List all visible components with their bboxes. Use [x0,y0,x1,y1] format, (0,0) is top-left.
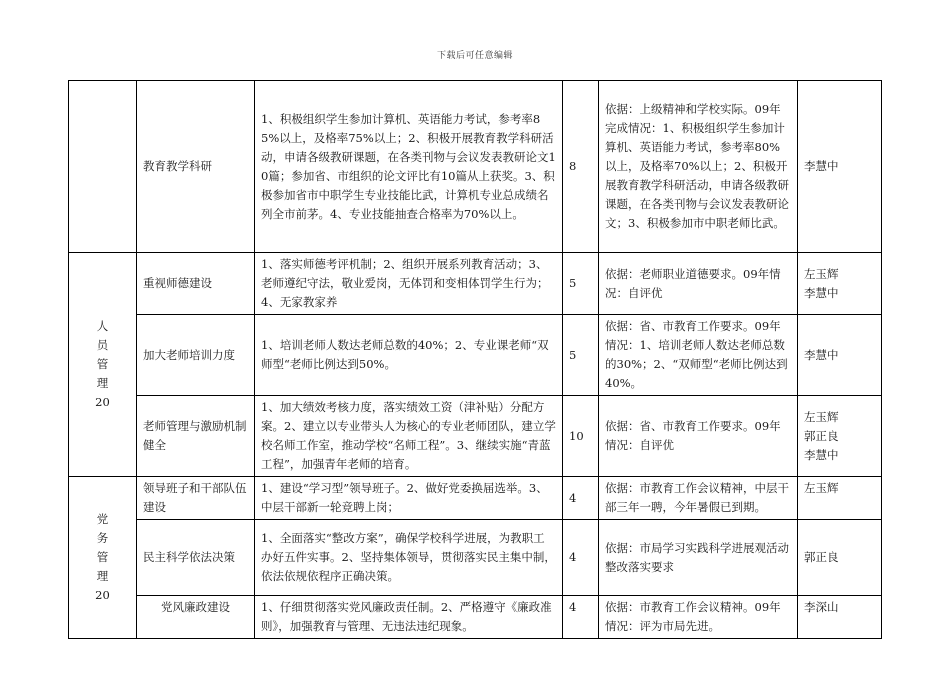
page-header: 下载后可任意编辑 [436,51,513,61]
basis-cell: 依据：省、市教育工作要求。09年情况：自评优 [599,396,798,477]
score-cell: 5 [563,315,599,396]
content-cell: 1、加大绩效考核力度，落实绩效工资（津补贴）分配方案。2、建立以专业带头人为核心的专业老师团队，建立学校名师工作室，推动学校“名师工程”。3、继续实施“青蓝工程”，加强青年老师的培育。 [255,396,563,477]
category-char: 管 [96,357,109,371]
owner-cell: 郭正良 [798,520,882,596]
table-row [69,477,882,520]
owner-cell: 李慧中 [798,315,882,396]
content-cell: 1、落实师德考评机制；2、组织开展系列教育活动；3、老师遵纪守法，敬业爱岗，无体罚和变相体罚学生行为；4、无家教家养 [255,253,563,315]
category-cell [69,477,137,639]
item-cell: 领导班子和干部队伍建设 [137,477,255,520]
category-char: 管 [96,550,109,564]
category-char: 理 [96,376,109,390]
table-row [69,253,882,315]
category-char: 党 [96,512,109,526]
basis-cell: 依据：市教育工作会议精神。09年情况：评为市局先进。 [599,596,798,639]
category-cell-empty [69,81,137,253]
table-row [69,596,882,639]
basis-cell: 依据：市局学习实践科学进展观活动整改落实要求 [599,520,798,596]
content-cell: 1、全面落实“整改方案”，确保学校科学进展，为教职工办好五件实事。2、坚持集体领导，贯彻落实民主集中制，依法依规依程序正确决策。 [255,520,563,596]
content-cell: 1、仔细贯彻落实党风廉政责任制。2、严格遵守《廉政准则》，加强教育与管理、无违法违纪现象。 [255,596,563,639]
score-cell: 8 [563,81,599,253]
item-cell: 党风廉政建设 [137,596,255,639]
owner-cell: 左玉辉 郭正良 李慧中 [798,396,882,477]
category-score: 20 [95,395,110,409]
basis-cell: 依据：上级精神和学校实际。09年完成情况：1、积极组织学生参加计算机、英语能力考试，参考率80%以上，及格率70%以上；2、积极开展教育教学科研活动，申请各级教研课题，在各类刊物与会议发表教研论文；3、积极参加市中职老师比武。 [599,81,798,253]
table-row [69,520,882,596]
item-cell: 民主科学依法决策 [137,520,255,596]
score-cell: 4 [563,596,599,639]
content-cell: 1、培训老师人数达老师总数的40%；2、专业课老师“双师型“老师比例达到50%。 [255,315,563,396]
item-cell: 重视师德建设 [137,253,255,315]
item-cell: 教育教学科研 [137,81,255,253]
score-cell: 5 [563,253,599,315]
table-row [69,81,882,253]
table-row [69,315,882,396]
category-char: 理 [96,569,109,583]
basis-cell: 依据：省、市教育工作要求。09年情况：1、培训老师人数达老师总数的30%；2、“双师型“老师比例达到40%。 [599,315,798,396]
item-cell: 老师管理与激励机制健全 [137,396,255,477]
score-cell: 4 [563,477,599,520]
item-cell: 加大老师培训力度 [137,315,255,396]
owner-cell: 李慧中 [798,81,882,253]
table-row [69,396,882,477]
category-char: 务 [96,531,109,545]
owner-cell: 左玉辉 李慧中 [798,253,882,315]
basis-cell: 依据：老师职业道德要求。09年情况：自评优 [599,253,798,315]
basis-cell: 依据：市教育工作会议精神，中层干部三年一聘，今年暑假已到期。 [599,477,798,520]
category-char: 员 [96,338,109,352]
score-cell: 4 [563,520,599,596]
content-cell: 1、积极组织学生参加计算机、英语能力考试，参考率85%以上，及格率75%以上；2、积极开展教育教学科研活动，申请各级教研课题，在各类刊物与会议发表教研论文10篇；参加省、市组织的论文评比有10篇从上获奖。3、积极参加省市中职学生专业技能比武，计算机专业总成绩名列全市前茅。4、专业技能抽查合格率为70%以上。 [255,81,563,253]
category-score: 20 [95,588,110,602]
owner-cell: 李深山 [798,596,882,639]
content-cell: 1、建设“学习型”领导班子。2、做好党委换届选举。3、中层干部新一轮竞聘上岗； [255,477,563,520]
plan-table [68,80,882,639]
category-char: 人 [96,319,109,333]
score-cell: 10 [563,396,599,477]
category-cell [69,253,137,477]
owner-cell: 左玉辉 [798,477,882,520]
